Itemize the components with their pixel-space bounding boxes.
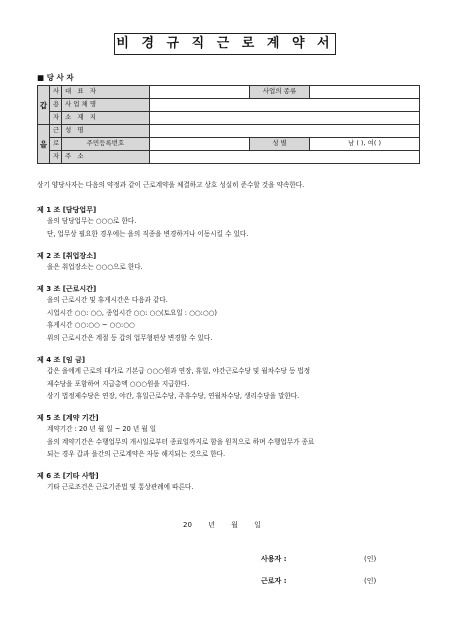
article-5-line: 을의 계약기간은 수행업무의 개시일로부터 종료일까지로 함을 원칙으로 하며 수행업무가 종료 (47, 438, 315, 446)
table-row (38, 151, 420, 164)
business-type-value[interactable] (310, 86, 420, 99)
business-type-label: 사업의 종류 (250, 86, 310, 99)
representative-label: 대 표 자 (62, 86, 150, 99)
gender-label: 성 별 (250, 138, 310, 151)
article-4-header: 제 4 조 [임 금] (37, 356, 86, 364)
worker-address-value[interactable] (150, 151, 420, 164)
table-row (38, 138, 420, 151)
worker-seal: (인) (364, 577, 377, 585)
article-4-line: 상기 법정제수당은 연장, 야간, 휴일근로수당, 주휴수당, 연월차수당, 생리수당을 말한다. (47, 392, 300, 400)
worker-name-value[interactable] (150, 125, 420, 138)
document-title: 비 경 규 직 근 로 계 약 서 (114, 33, 336, 55)
contract-date: 20 년 월 일 (183, 521, 261, 529)
resident-number-label: 주민등록번호 (62, 138, 150, 151)
table-row (38, 125, 420, 138)
article-1-line: 단, 업무상 필요한 경우에는 을의 직종을 변경하거나 이동시킬 수 있다. (47, 230, 249, 238)
article-5-header: 제 5 조 [계약 기간] (37, 414, 99, 422)
article-6-line: 기타 근로조건은 근로기준법 및 통상관례에 따른다. (47, 483, 194, 491)
row-prefix: 자 (50, 151, 62, 164)
gender-value[interactable]: 남 ( ), 여( ) (310, 138, 420, 151)
parties-label: ■ 당 사 자 (37, 73, 74, 82)
article-2-line: 을은 취업장소는 ○○○으로 한다. (47, 263, 143, 271)
company-name-value[interactable] (150, 99, 420, 112)
worker-signature-label: 근로자 : (261, 577, 287, 585)
worker-name-label: 성 명 (62, 125, 150, 138)
company-address-value[interactable] (150, 112, 420, 125)
gap-label: 갑 (38, 86, 50, 125)
company-address-label: 소 재 지 (62, 112, 150, 125)
article-3-line: 을의 근로시간 및 휴게시간은 다음과 같다. (47, 296, 168, 304)
row-prefix: 자 (50, 112, 62, 125)
row-prefix: 사 (50, 86, 62, 99)
parties-table (37, 85, 420, 164)
article-1-header: 제 1 조 [담당업무] (37, 206, 97, 214)
row-prefix: 근 (50, 125, 62, 138)
article-6-header: 제 6 조 [기타 사항] (37, 472, 99, 480)
article-5-line: 되는 경우 갑과 을간의 근로계약은 자동 해지되는 것으로 한다. (47, 450, 226, 458)
company-name-label: 사업체명 (62, 99, 150, 112)
table-row (38, 99, 420, 112)
article-3-line: 시업시간 ○○: ○○, 종업시간 ○○: ○○(토요일 : ○○:○○) (47, 309, 217, 317)
article-3-header: 제 3 조 [근로시간] (37, 285, 97, 293)
worker-address-label: 주 소 (62, 151, 150, 164)
intro-text: 상기 양당사자는 다음의 약정과 같이 근로계약을 체결하고 상호 성실히 준수할 것을 약속한다. (37, 181, 305, 189)
representative-value[interactable] (150, 86, 250, 99)
article-4-line: 제수당을 포함하여 지급총액 ○○○원을 지급한다. (47, 380, 190, 388)
row-prefix: 용 (50, 99, 62, 112)
article-3-line: 휴게시간 ○○:○○ ~ ○○:○○ (47, 321, 135, 329)
resident-number-value[interactable] (150, 138, 250, 151)
row-prefix: 로 (50, 138, 62, 151)
article-2-header: 제 2 조 [취업장소] (37, 252, 97, 260)
article-1-line: 을의 담당업무는 ○○○로 한다. (47, 217, 137, 225)
employer-signature-label: 사용자 : (261, 555, 287, 563)
eul-label: 을 (38, 125, 50, 164)
employer-seal: (인) (364, 555, 377, 563)
article-5-line: 계약기간 : 20 년 월 일 ~ 20 년 월 일 (47, 425, 157, 433)
article-3-line: 위의 근로시간은 계절 등 갑의 업무형편상 변경할 수 있다. (47, 334, 213, 342)
table-row (38, 112, 420, 125)
article-4-line: 갑은 을에게 근로의 대가로 기본급 ○○○원과 연장, 휴일, 야간근로수당 및 월차수당 등 법정 (47, 367, 311, 375)
table-row (38, 86, 420, 99)
